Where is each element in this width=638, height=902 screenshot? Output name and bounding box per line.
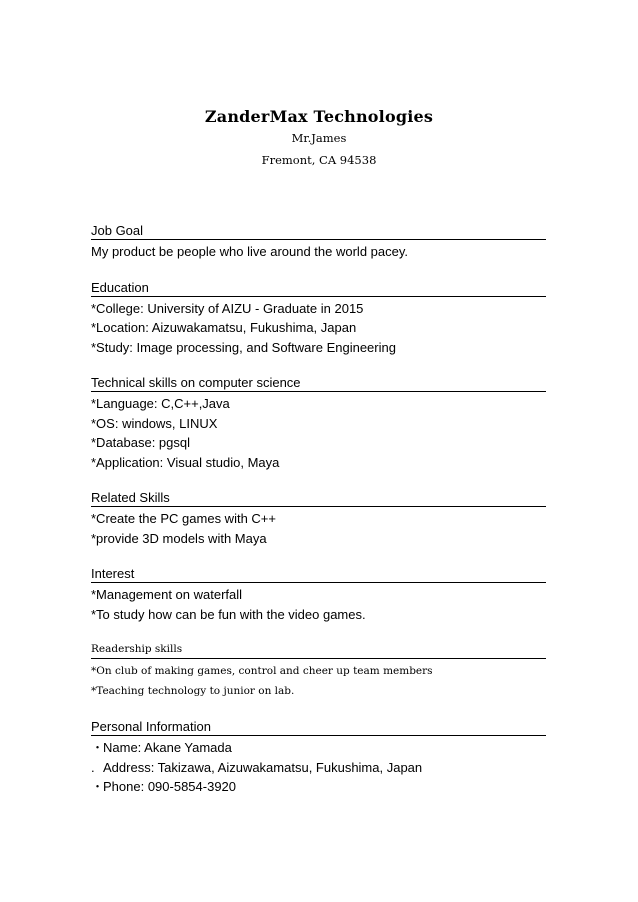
technical-skill-item: *Language: C,C++,Java	[91, 396, 230, 411]
personal-info-item	[91, 758, 546, 778]
technical-skill-item: *Database: pgsql	[91, 435, 191, 450]
education-item: *College: University of AIZU - Graduate in 2015	[91, 300, 364, 316]
bullet-marker: ・	[91, 740, 105, 755]
technical-skill-item: *OS: windows, LINUX	[91, 415, 218, 431]
resume-body	[91, 222, 546, 814]
readership-skill-item: *On club of making games, control and cheer up team members	[91, 665, 433, 677]
personal-info-address: Address: Takizawa, Aizuwakamatsu, Fukushima, Japan	[103, 759, 423, 775]
interest-item: *To study how can be fun with the video games.	[91, 606, 366, 622]
section-title-technical-skills: Technical skills on computer science	[91, 374, 546, 392]
section-title-interest: Interest	[91, 565, 546, 583]
education-item: *Study: Image processing, and Software Engineering	[91, 339, 396, 355]
personal-info-item	[91, 738, 546, 758]
candidate-name: Mr.James	[291, 131, 347, 145]
section-readership-skills	[91, 641, 546, 701]
related-skill-item: *Create the PC games with C++	[91, 511, 276, 526]
section-title-job-goal: Job Goal	[91, 222, 546, 240]
readership-skill-item: *Teaching technology to junior on lab.	[91, 685, 295, 697]
section-title-education: Education	[91, 279, 546, 297]
section-related-skills	[91, 489, 546, 548]
related-skill-item: *provide 3D models with Maya	[91, 530, 267, 546]
personal-info-name: Name: Akane Yamada	[103, 740, 232, 755]
section-title-readership-skills: Readership skills	[91, 641, 546, 659]
section-personal-information	[91, 718, 546, 797]
resume-header	[0, 106, 638, 170]
bullet-marker: ・	[91, 779, 105, 794]
interest-item: *Management on waterfall	[91, 587, 243, 602]
section-title-related-skills: Related Skills	[91, 489, 546, 507]
personal-info-phone: Phone: 090-5854-3920	[103, 779, 237, 794]
technical-skill-item: *Application: Visual studio, Maya	[91, 454, 280, 470]
bullet-marker: .	[91, 759, 95, 775]
candidate-address: Fremont, CA 94538	[261, 153, 377, 167]
section-interest	[91, 565, 546, 624]
section-technical-skills	[91, 374, 546, 472]
education-item: *Location: Aizuwakamatsu, Fukushima, Japan	[91, 320, 357, 335]
section-title-personal-information: Personal Information	[91, 718, 546, 736]
section-job-goal	[91, 222, 546, 262]
job-goal-text: My product be people who live around the world pacey.	[91, 244, 409, 259]
company-name: ZanderMax Technologies	[204, 107, 434, 126]
personal-info-item	[91, 777, 546, 797]
section-education	[91, 279, 546, 358]
